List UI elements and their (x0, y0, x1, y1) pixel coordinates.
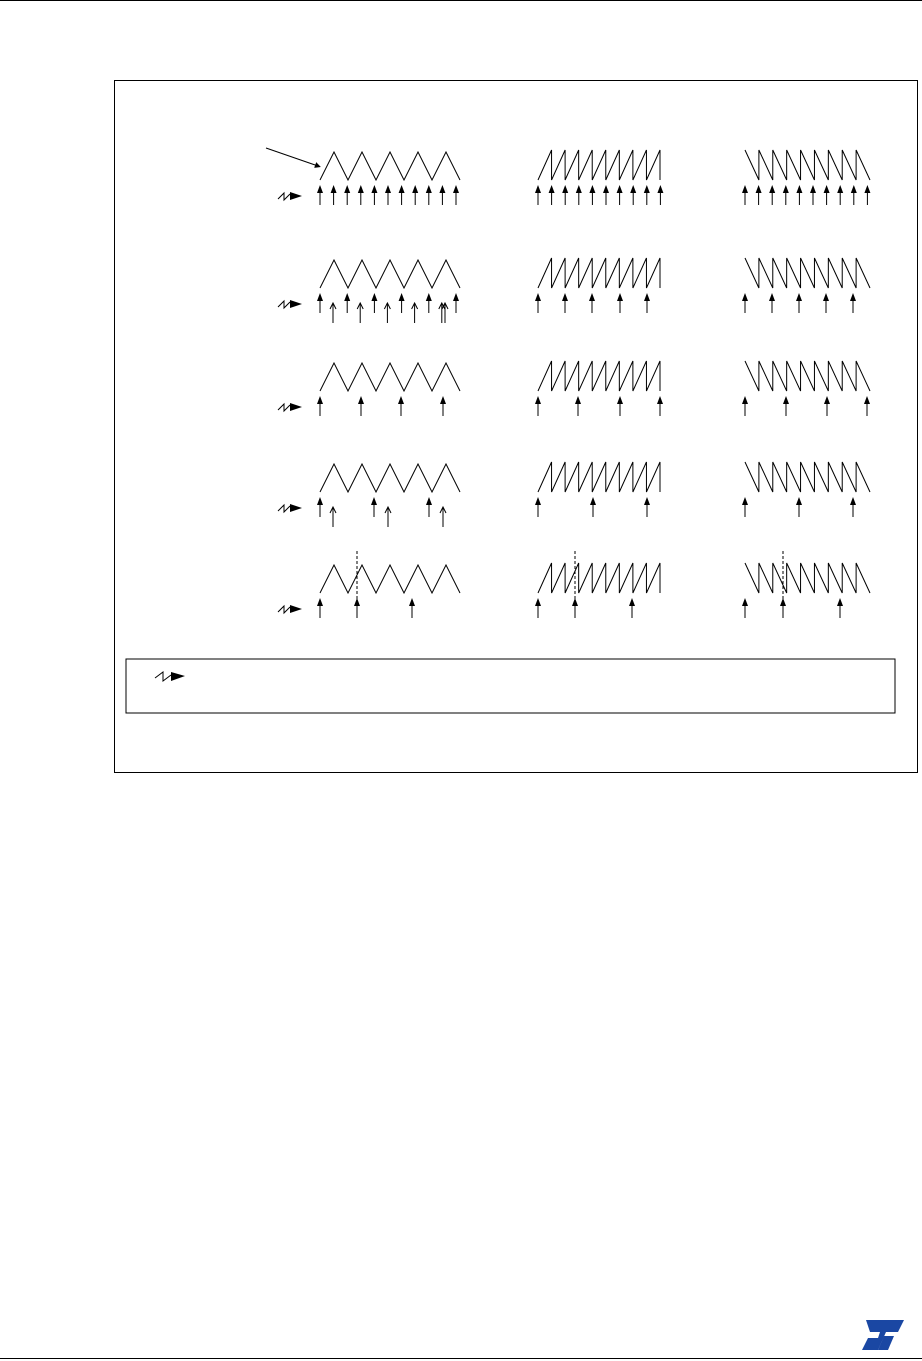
up-counting-waveform (538, 462, 660, 492)
update-event-arrow (657, 396, 663, 416)
update-event-icon (278, 192, 302, 200)
update-event-arrow (742, 396, 748, 416)
down-counting-waveform (745, 258, 870, 288)
update-event-arrow (769, 293, 775, 313)
update-event-arrow (796, 293, 802, 313)
row-5 (278, 551, 870, 618)
update-event-arrow (358, 185, 364, 205)
update-event-arrow (344, 293, 350, 313)
update-event-arrow (331, 185, 337, 205)
update-event-arrow (412, 185, 418, 205)
update-event-arrow (317, 598, 323, 618)
update-event-arrow (742, 293, 748, 313)
update-event-arrow (850, 497, 856, 517)
down-counting-waveform (745, 150, 870, 180)
update-event-arrow (617, 185, 623, 205)
update-event-arrow (439, 185, 445, 205)
up-counting-waveform (538, 258, 660, 288)
update-event-arrow (851, 185, 857, 205)
row-4 (278, 462, 870, 527)
legend-update-event-icon (155, 672, 185, 681)
update-event-arrow (562, 185, 568, 205)
update-event-arrow (535, 396, 541, 416)
update-event-arrow (371, 293, 377, 313)
row-1 (278, 150, 870, 205)
update-event-arrow (742, 497, 748, 517)
counter-event-arrow (440, 507, 446, 527)
update-event-arrow (317, 497, 323, 517)
update-event-arrow (576, 185, 582, 205)
update-event-arrow (824, 185, 830, 205)
update-event-arrow (783, 396, 789, 416)
down-counting-waveform (745, 462, 870, 492)
st-logo (858, 1318, 906, 1352)
update-event-icon (278, 504, 302, 512)
update-event-icon (278, 403, 302, 411)
center-aligned-waveform (320, 464, 460, 492)
update-event-arrow (769, 185, 775, 205)
update-event-arrow (398, 396, 404, 416)
update-event-arrow (823, 293, 829, 313)
update-event-arrow (850, 293, 856, 313)
footer-rule (0, 1358, 922, 1359)
update-event-arrow (317, 396, 323, 416)
update-event-arrow (644, 293, 650, 313)
update-event-arrow (603, 185, 609, 205)
center-aligned-waveform (320, 152, 460, 180)
update-event-arrow (535, 185, 541, 205)
update-event-arrow (644, 497, 650, 517)
legend-box (126, 659, 895, 713)
update-event-arrow (440, 396, 446, 416)
counter-event-arrow (357, 303, 363, 323)
update-event-arrow (864, 396, 870, 416)
update-event-icon (278, 300, 302, 308)
up-counting-waveform (538, 361, 660, 391)
down-counting-waveform (745, 563, 870, 593)
center-aligned-waveform (320, 363, 460, 391)
update-event-arrow (385, 185, 391, 205)
update-event-arrow (549, 185, 555, 205)
update-event-arrow (371, 497, 377, 517)
update-event-arrow (617, 396, 623, 416)
update-event-arrow (426, 293, 432, 313)
update-event-arrow (358, 396, 364, 416)
update-event-arrow (409, 598, 415, 618)
update-event-arrow (837, 185, 843, 205)
update-event-arrow (317, 185, 323, 205)
up-counting-waveform (538, 150, 660, 180)
counter-pointer-arrow (266, 148, 318, 166)
update-event-arrow (562, 293, 568, 313)
update-event-arrow (657, 185, 663, 205)
center-aligned-waveform (320, 565, 460, 593)
row-2 (278, 258, 870, 323)
update-event-arrow (756, 185, 762, 205)
update-event-arrow (824, 396, 830, 416)
update-event-icon (278, 605, 302, 613)
update-event-arrow (453, 293, 459, 313)
counter-event-arrow (330, 303, 336, 323)
up-counting-waveform (538, 563, 660, 593)
update-event-arrow (575, 396, 581, 416)
update-event-arrow (344, 185, 350, 205)
counter-event-arrow (385, 507, 391, 527)
update-event-arrow (617, 293, 623, 313)
down-counting-waveform (745, 361, 870, 391)
counter-event-arrow (384, 303, 390, 323)
counter-event-arrow (330, 507, 336, 527)
update-event-arrow (589, 185, 595, 205)
update-event-arrow (426, 497, 432, 517)
update-event-arrow (535, 598, 541, 618)
update-event-arrow (837, 598, 843, 618)
update-event-arrow (426, 185, 432, 205)
update-event-arrow (590, 497, 596, 517)
update-event-arrow (630, 185, 636, 205)
update-event-arrow (399, 293, 405, 313)
update-event-arrow (371, 185, 377, 205)
update-event-arrow (629, 598, 635, 618)
update-event-arrow (535, 497, 541, 517)
update-event-arrow (535, 293, 541, 313)
update-event-arrow (810, 185, 816, 205)
update-event-arrow (783, 185, 789, 205)
row-3 (278, 361, 870, 416)
center-aligned-waveform (320, 260, 460, 288)
update-event-arrow (796, 497, 802, 517)
update-event-arrow (399, 185, 405, 205)
counter-event-arrow (412, 303, 418, 323)
update-event-arrow (742, 185, 748, 205)
update-event-arrow (864, 185, 870, 205)
update-event-arrow (644, 185, 650, 205)
update-event-arrow (317, 293, 323, 313)
update-event-arrow (453, 185, 459, 205)
update-event-arrow (796, 185, 802, 205)
update-event-arrow (589, 293, 595, 313)
update-event-arrow (742, 598, 748, 618)
